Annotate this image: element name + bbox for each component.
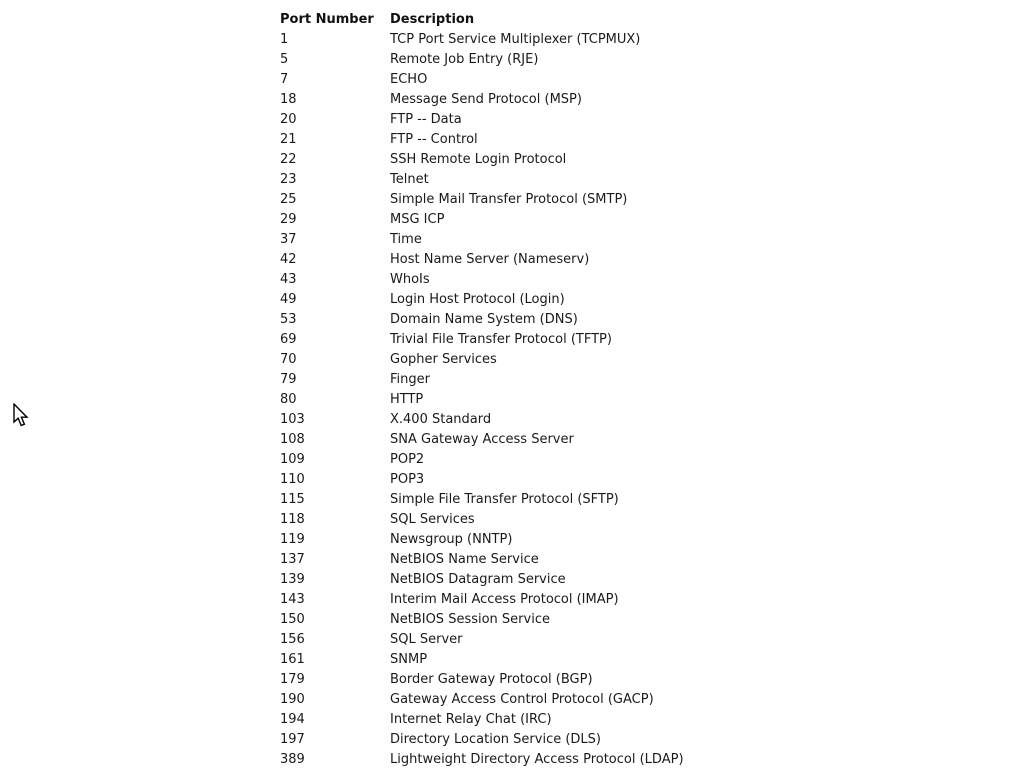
port-number-cell: 108 [280,432,305,447]
table-row [280,470,684,490]
port-number-cell: 25 [280,192,297,207]
table-body [280,30,684,768]
table-row [280,630,684,650]
description-cell: SNA Gateway Access Server [390,432,574,447]
port-number-cell: 49 [280,292,297,307]
description-cell: POP2 [390,452,425,467]
description-cell: Telnet [390,172,429,187]
description-cell: Simple File Transfer Protocol (SFTP) [390,492,619,507]
port-number-cell: 70 [280,352,297,367]
port-number-cell: 18 [280,92,297,107]
table-row [280,130,684,150]
table-row [280,290,684,310]
table-row [280,170,684,190]
port-number-cell: 79 [280,372,297,387]
table-row [280,710,684,730]
port-number-cell: 197 [280,732,305,747]
table-row [280,90,684,110]
description-cell: NetBIOS Session Service [390,612,550,627]
port-number-cell: 156 [280,632,305,647]
port-number-cell: 389 [280,752,305,767]
port-number-cell: 21 [280,132,297,147]
col-header-description: Description [390,12,475,27]
port-number-cell: 139 [280,572,305,587]
port-number-cell: 137 [280,552,305,567]
table-row [280,310,684,330]
ports-table [280,10,684,768]
header-row [280,10,684,30]
description-cell: TCP Port Service Multiplexer (TCPMUX) [390,32,641,47]
port-number-cell: 119 [280,532,305,547]
port-number-cell: 110 [280,472,305,487]
port-number-cell: 179 [280,672,305,687]
description-cell: Trivial File Transfer Protocol (TFTP) [390,332,612,347]
table-row [280,270,684,290]
table-row [280,650,684,670]
port-number-cell: 20 [280,112,297,127]
table-row [280,370,684,390]
description-cell: Gopher Services [390,352,497,367]
table-row [280,250,684,270]
table-row [280,30,684,50]
port-number-cell: 161 [280,652,305,667]
description-cell: NetBIOS Name Service [390,552,539,567]
description-cell: Interim Mail Access Protocol (IMAP) [390,592,619,607]
table-row [280,390,684,410]
port-number-cell: 29 [280,212,297,227]
table-row [280,510,684,530]
port-number-cell: 23 [280,172,297,187]
description-cell: Newsgroup (NNTP) [390,532,513,547]
port-number-cell: 7 [280,72,289,87]
port-number-cell: 42 [280,252,297,267]
port-number-cell: 69 [280,332,297,347]
port-number-cell: 194 [280,712,305,727]
description-cell: Simple Mail Transfer Protocol (SMTP) [390,192,628,207]
port-number-cell: 37 [280,232,297,247]
port-number-cell: 53 [280,312,297,327]
description-cell: Host Name Server (Nameserv) [390,252,590,267]
port-number-cell: 103 [280,412,305,427]
table-row [280,690,684,710]
description-cell: Login Host Protocol (Login) [390,292,565,307]
table-row [280,570,684,590]
table-row [280,670,684,690]
table-row [280,550,684,570]
description-cell: Time [390,232,422,247]
description-cell: Lightweight Directory Access Protocol (LDAP) [390,752,684,767]
description-cell: SQL Services [390,512,475,527]
port-number-cell: 80 [280,392,297,407]
port-number-cell: 1 [280,32,289,47]
description-cell: X.400 Standard [390,412,492,427]
table-row [280,230,684,250]
description-cell: POP3 [390,472,425,487]
table-row [280,590,684,610]
description-cell: WhoIs [390,272,430,287]
table-row [280,430,684,450]
description-cell: SSH Remote Login Protocol [390,152,567,167]
description-cell: Border Gateway Protocol (BGP) [390,672,593,687]
port-number-cell: 43 [280,272,297,287]
description-cell: SNMP [390,652,428,667]
description-cell: MSG ICP [390,212,445,227]
description-cell: FTP -- Data [390,112,462,127]
col-header-port-number: Port Number [280,12,374,27]
description-cell: Remote Job Entry (RJE) [390,52,539,67]
table-row [280,490,684,510]
description-cell: FTP -- Control [390,132,478,147]
table-row [280,350,684,370]
description-cell: SQL Server [390,632,463,647]
table-row [280,150,684,170]
port-number-cell: 22 [280,152,297,167]
table-row [280,530,684,550]
mouse-cursor-icon [13,403,30,429]
port-number-cell: 118 [280,512,305,527]
table-row [280,210,684,230]
table-row [280,610,684,630]
port-number-cell: 5 [280,52,289,67]
table-row [280,190,684,210]
description-cell: HTTP [390,392,424,407]
port-number-cell: 109 [280,452,305,467]
description-cell: NetBIOS Datagram Service [390,572,566,587]
table-row [280,750,684,768]
port-number-cell: 115 [280,492,305,507]
port-number-cell: 150 [280,612,305,627]
table-row [280,50,684,70]
table-header [280,10,684,30]
description-cell: ECHO [390,72,428,87]
table-row [280,70,684,90]
table-row [280,450,684,470]
port-number-cell: 190 [280,692,305,707]
description-cell: Internet Relay Chat (IRC) [390,712,552,727]
table-row [280,730,684,750]
description-cell: Directory Location Service (DLS) [390,732,601,747]
description-cell: Message Send Protocol (MSP) [390,92,582,107]
description-cell: Finger [390,372,430,387]
description-cell: Gateway Access Control Protocol (GACP) [390,692,654,707]
table-row [280,410,684,430]
description-cell: Domain Name System (DNS) [390,312,578,327]
port-number-cell: 143 [280,592,305,607]
table-row [280,110,684,130]
table-row [280,330,684,350]
